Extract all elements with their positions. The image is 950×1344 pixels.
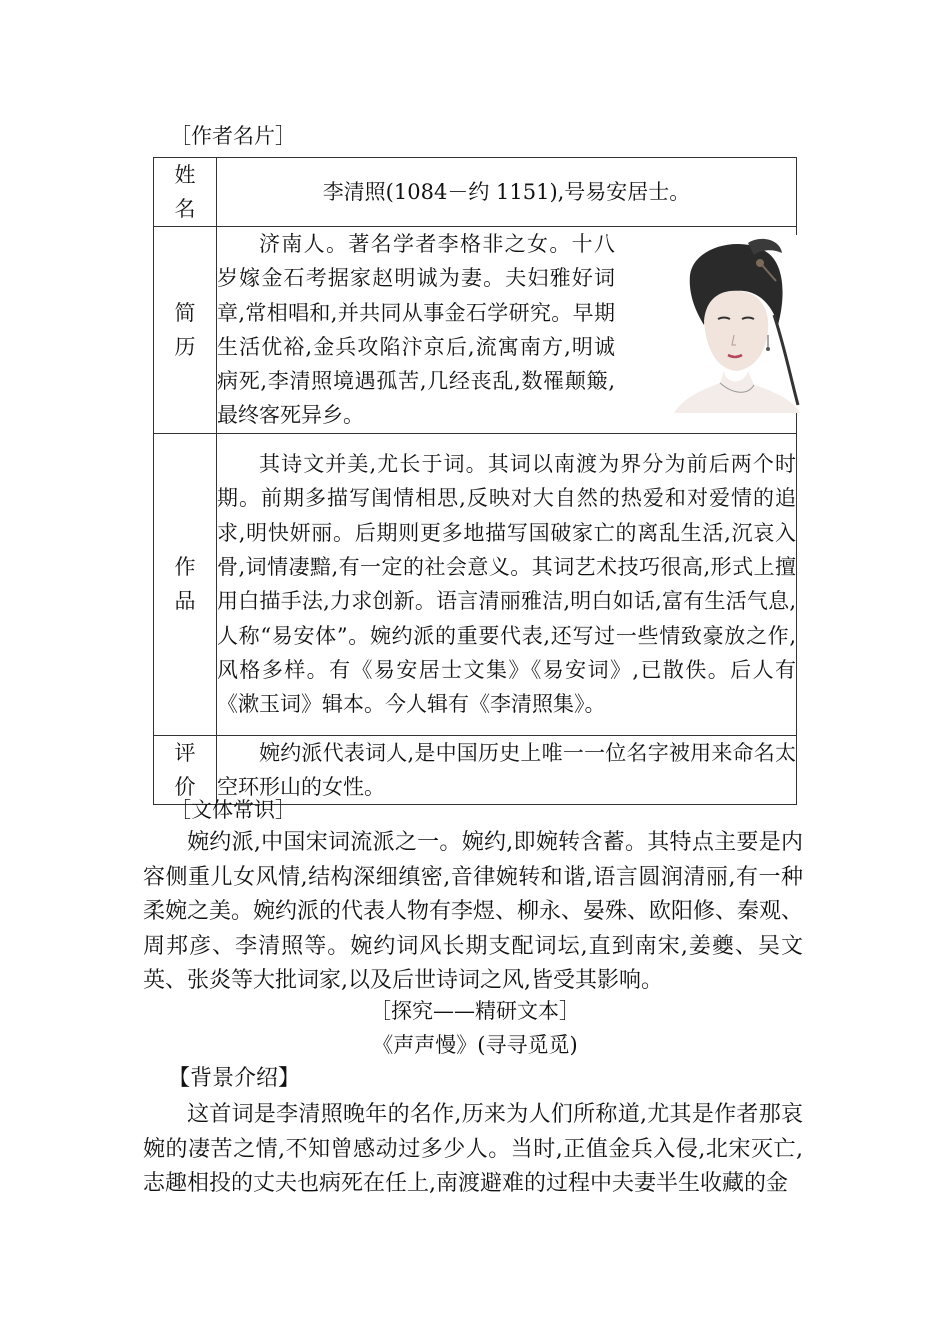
- table-row-biography: [154, 227, 797, 434]
- table-row-name: [154, 158, 797, 227]
- author-card-table: [153, 157, 797, 805]
- genre-paragraph: 婉约派,中国宋词流派之一。婉约,即婉转含蓄。其特点主要是内容侧重儿女风情,结构深细缜密,音律婉转和谐,语言圆润清丽,有一种柔婉之美。婉约派的代表人物有李煜、柳永、晏殊、欧阳修、秦观、周邦彦、李清照等。婉约词风长期支配词坛,直到南宋,姜夔、吴文英、张炎等大批词家,以及后世诗词之风,皆受其影响。: [143, 830, 804, 994]
- background-paragraph: 这首词是李清照晚年的名作,历来为人们所称道,尤其是作者那哀婉的凄苦之情,不知曾感动过多少人。当时,正值金兵入侵,北宋灭亡,志趣相投的丈夫也病死在任上,南渡避难的过程中夫妻半生收藏的金: [143, 1102, 803, 1197]
- label-works: 作 品: [154, 433, 217, 735]
- poem-title: 《声声慢》(寻寻觅觅): [372, 1033, 578, 1057]
- label-biography: 简 历: [154, 227, 217, 434]
- label-name: 姓 名: [154, 158, 217, 227]
- works-text: 其诗文并美,尤长于词。其词以南渡为界分为前后两个时期。前期多描写闺情相思,反映对大自然的热爱和对爱情的追求,明快妍丽。后期则更多地描写国破家亡的离乱生活,沉哀入骨,词情凄黯,有一定的社会意义。其词艺术技巧很高,形式上擅用白描手法,力求创新。语言清丽雅洁,明白如话,富有生活气息,人称“易安体”。婉约派的重要代表,还写过一些情致豪放之作,风格多样。有《易安居士文集》《易安词》,已散佚。后人有《漱玉词》辑本。今人辑有《李清照集》。: [217, 433, 797, 735]
- study-section-title: ［探究——精研文本］: [370, 999, 580, 1023]
- author-name-cell: 李清照(1084－约 1151),号易安居士。: [217, 158, 797, 227]
- genre-heading: ［文体常识］: [170, 798, 296, 822]
- biography-text: 济南人。著名学者李格非之女。十八岁嫁金石考据家赵明诚为妻。夫妇雅好词章,常相唱和,并共同从事金石学研究。早期生活优裕,金兵攻陷汴京后,流寓南方,明诚病死,李清照境遇孤苦,几经丧乱,数罹颠簸,最终客死异乡。: [217, 232, 615, 428]
- evaluation-text: 婉约派代表词人,是中国历史上唯一一位名字被用来命名太空环形山的女性。: [217, 735, 797, 805]
- table-row-works: [154, 433, 797, 735]
- background-heading: 【背景介绍】: [168, 1066, 301, 1091]
- author-portrait: [664, 235, 800, 413]
- label-evaluation: 评 价: [154, 735, 217, 805]
- author-card-heading: ［作者名片］: [170, 124, 296, 148]
